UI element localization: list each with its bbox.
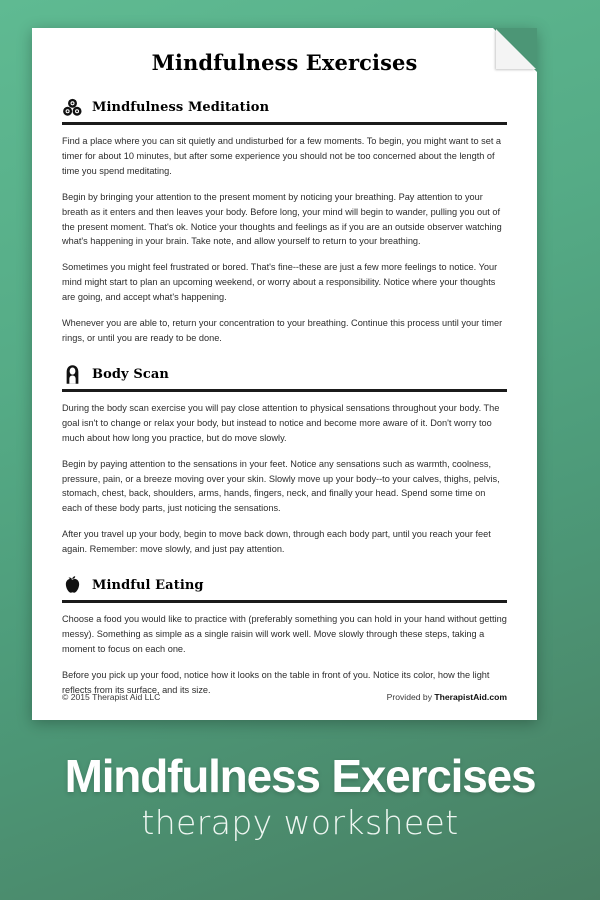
apple-icon [62, 575, 83, 596]
section-mindful-eating [62, 575, 507, 698]
section-header [62, 364, 507, 388]
worksheet-page [32, 28, 537, 720]
paragraph: Begin by bringing your attention to the present moment by noticing your breathing. Pay attention to your breath as it enters and then leaves your body. Before long, your mind will begin to wander, pulling you out of the present moment. That's ok. Notice your thoughts and feelings as if you are an outside observer watching what's happening in your brain. Take note, and allow yourself to return to your breathing. [62, 191, 502, 247]
page-footer [62, 692, 507, 702]
section-divider [62, 389, 507, 392]
paragraph: Find a place where you can sit quietly and undisturbed for a few moments. To begin, you might want to set a timer for about 10 minutes, but after some experience you should not be too concerned about the length of time you spend meditating. [62, 136, 502, 176]
worksheet-content [32, 28, 537, 720]
section-heading-text: Mindfulness Meditation [92, 100, 270, 115]
section-heading-text: Mindful Eating [92, 578, 204, 594]
paragraph: Choose a food you would like to practice with (preferably something you can hold in your hand without getting messy). Something as simple as a single raisin will work well. Move slowly through these steps, taking a moment to focus on each one. [62, 614, 507, 654]
section-header [62, 575, 507, 599]
paragraph: Begin by paying attention to the sensations in your feet. Notice any sensations such as warmth, coolness, pressure, pain, or a breeze moving over your skin. Slowly move up your body--to your calves, thighs, pelvis, stomach, chest, back, shoulders, arms, hands, fingers, neck, and finally your head. Spend some time on each of these body parts, just noticing the sensations. [62, 458, 500, 514]
paragraph: After you travel up your body, begin to move back down, through each body part, until you reach your feet again. Remember: move slowly, and just pay attention. [62, 529, 491, 555]
provided-by-prefix: Provided by [386, 692, 435, 702]
section-heading-text: Body Scan [92, 366, 169, 382]
page-title: Mindfulness Exercises [151, 50, 418, 75]
person-bust-icon [62, 364, 83, 385]
paragraph: Before you pick up your food, notice how it looks on the table in front of you. Notice its color, how the light reflects from its surface, and its size. [62, 669, 490, 695]
section-divider [62, 600, 507, 603]
paragraph: Sometimes you might feel frustrated or bored. That's fine--these are just a few more feelings to notice. Your mind might start to plan an upcoming weekend, or worry about a responsibility. Notice where your thoughts are going, and accept what's happening. [62, 262, 498, 303]
section-body-scan [62, 364, 507, 557]
section-divider [62, 122, 507, 125]
copyright-text: © 2015 Therapist Aid LLC [62, 692, 161, 702]
section-header [62, 97, 507, 121]
provided-by-text [387, 692, 507, 702]
provided-by-brand: TherapistAid.com [434, 692, 507, 702]
paragraph: Whenever you are able to, return your concentration to your breathing. Continue this process until your timer rings, or until you are ready to be done. [62, 318, 503, 343]
banner-subtitle: therapy worksheet [141, 803, 459, 843]
stones-icon [62, 97, 83, 118]
section-mindfulness-meditation [62, 97, 507, 346]
bottom-banner [0, 740, 600, 900]
banner-title: Mindfulness Exercises [64, 750, 536, 802]
paragraph: During the body scan exercise you will pay close attention to physical sensations throughout your body. The goal isn't to change or relax your body, but instead to notice and become more aware of it. Don't worry too much about how long you practice, but do move slowly. [62, 402, 500, 443]
